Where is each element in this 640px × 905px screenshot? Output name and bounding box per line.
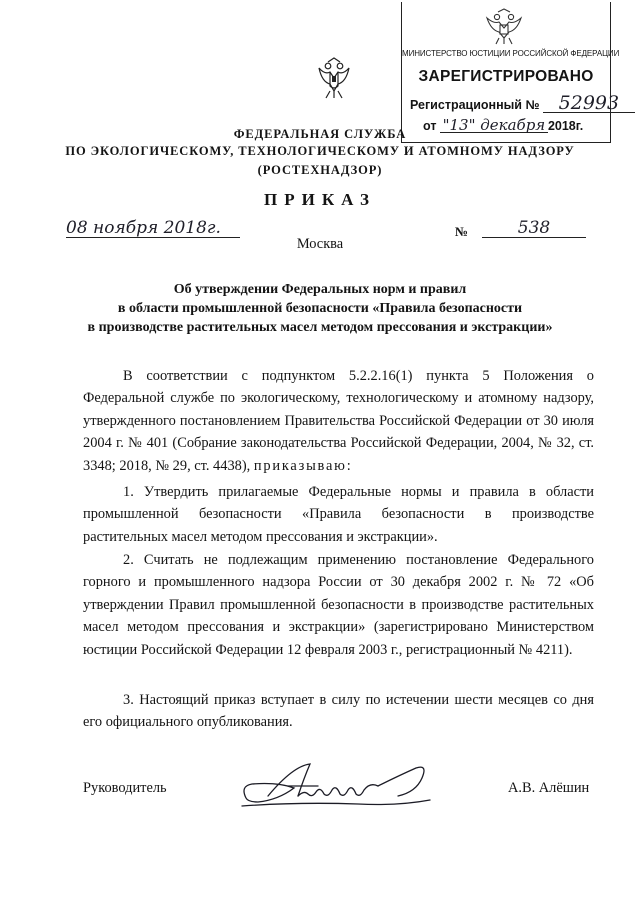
double-headed-eagle-emblem-icon <box>317 56 351 100</box>
stamp-reg-number-label: Регистрационный № <box>410 98 540 112</box>
stamp-date-prefix: от <box>423 119 437 133</box>
stamp-date-year: 2018г. <box>547 119 584 133</box>
stamp-ministry-name: МИНИСТЕРСТВО ЮСТИЦИИ РОССИЙСКОЙ ФЕДЕРАЦИИ <box>402 49 620 58</box>
order-subject-line: Об утверждении Федеральных норм и правил <box>173 282 467 297</box>
stamp-eagle-emblem-icon <box>484 8 524 46</box>
body-intro-text: В соответствии с подпунктом 5.2.2.16(1) пункта 5 Положения о Федеральной службе по экологическому, технологическому и атомному надзору, утвержденного постановлением Правительства Российской Федерации от 30 июля 2004 г. № 401 (Собрание законодательства Российской Федерации, 2004, № 32, ст. 3348; 2018, № 29, ст. 4438), <box>83 368 594 474</box>
order-date: 08 ноября 2018г. <box>66 219 240 238</box>
order-number-value: 538 <box>482 219 586 238</box>
order-title: ПРИКАЗ <box>264 190 376 209</box>
body-order-verb: приказываю: <box>253 457 353 474</box>
handwritten-signature-icon <box>238 756 438 816</box>
signer-role: Руководитель <box>83 780 167 796</box>
agency-name-line2: ПО ЭКОЛОГИЧЕСКОМУ, ТЕХНОЛОГИЧЕСКОМУ И АТОМНОМУ НАДЗОРУ <box>65 144 575 158</box>
stamp-reg-number-value: 52993 <box>543 95 635 113</box>
order-number-label: № <box>455 224 469 239</box>
signer-name: А.В. Алёшин <box>508 780 590 796</box>
order-subject <box>0 280 640 337</box>
registration-stamp <box>401 2 620 143</box>
body-intro-paragraph <box>83 365 594 477</box>
order-subject-line: в области промышленной безопасности «Правила безопасности <box>117 301 523 316</box>
body-item-3: 3. Настоящий приказ вступает в силу по истечении шести месяцев со дня его официального опубликования. <box>83 692 594 731</box>
stamp-date-value: "13" декабря <box>440 118 548 133</box>
order-city: Москва <box>296 236 344 252</box>
stamp-registered-label: ЗАРЕГИСТРИРОВАНО <box>418 68 594 85</box>
body-item-2: 2. Считать не подлежащим применению постановление Федерального горного и промышленного надзора России от 30 декабря 2002 г. № 72 «Об утверждении Правил промышленной безопасности в производстве растительных масел методом прессования и экстракции» (зарегистрировано Министерством юстиции Российской Федерации 12 февраля 2003 г., регистрационный № 4211). <box>83 552 594 658</box>
stamp-reg-number-row <box>410 92 635 114</box>
body-item-1: 1. Утвердить прилагаемые Федеральные нормы и правила в области промышленной безопасности «Правила безопасности в производстве растительных масел методом прессования и экстракции». <box>83 484 594 545</box>
agency-name-line1: ФЕДЕРАЛЬНАЯ СЛУЖБА <box>233 127 407 141</box>
agency-short-name: (РОСТЕХНАДЗОР) <box>257 163 383 177</box>
order-subject-line: в производстве растительных масел методом прессования и экстракции» <box>87 320 553 335</box>
